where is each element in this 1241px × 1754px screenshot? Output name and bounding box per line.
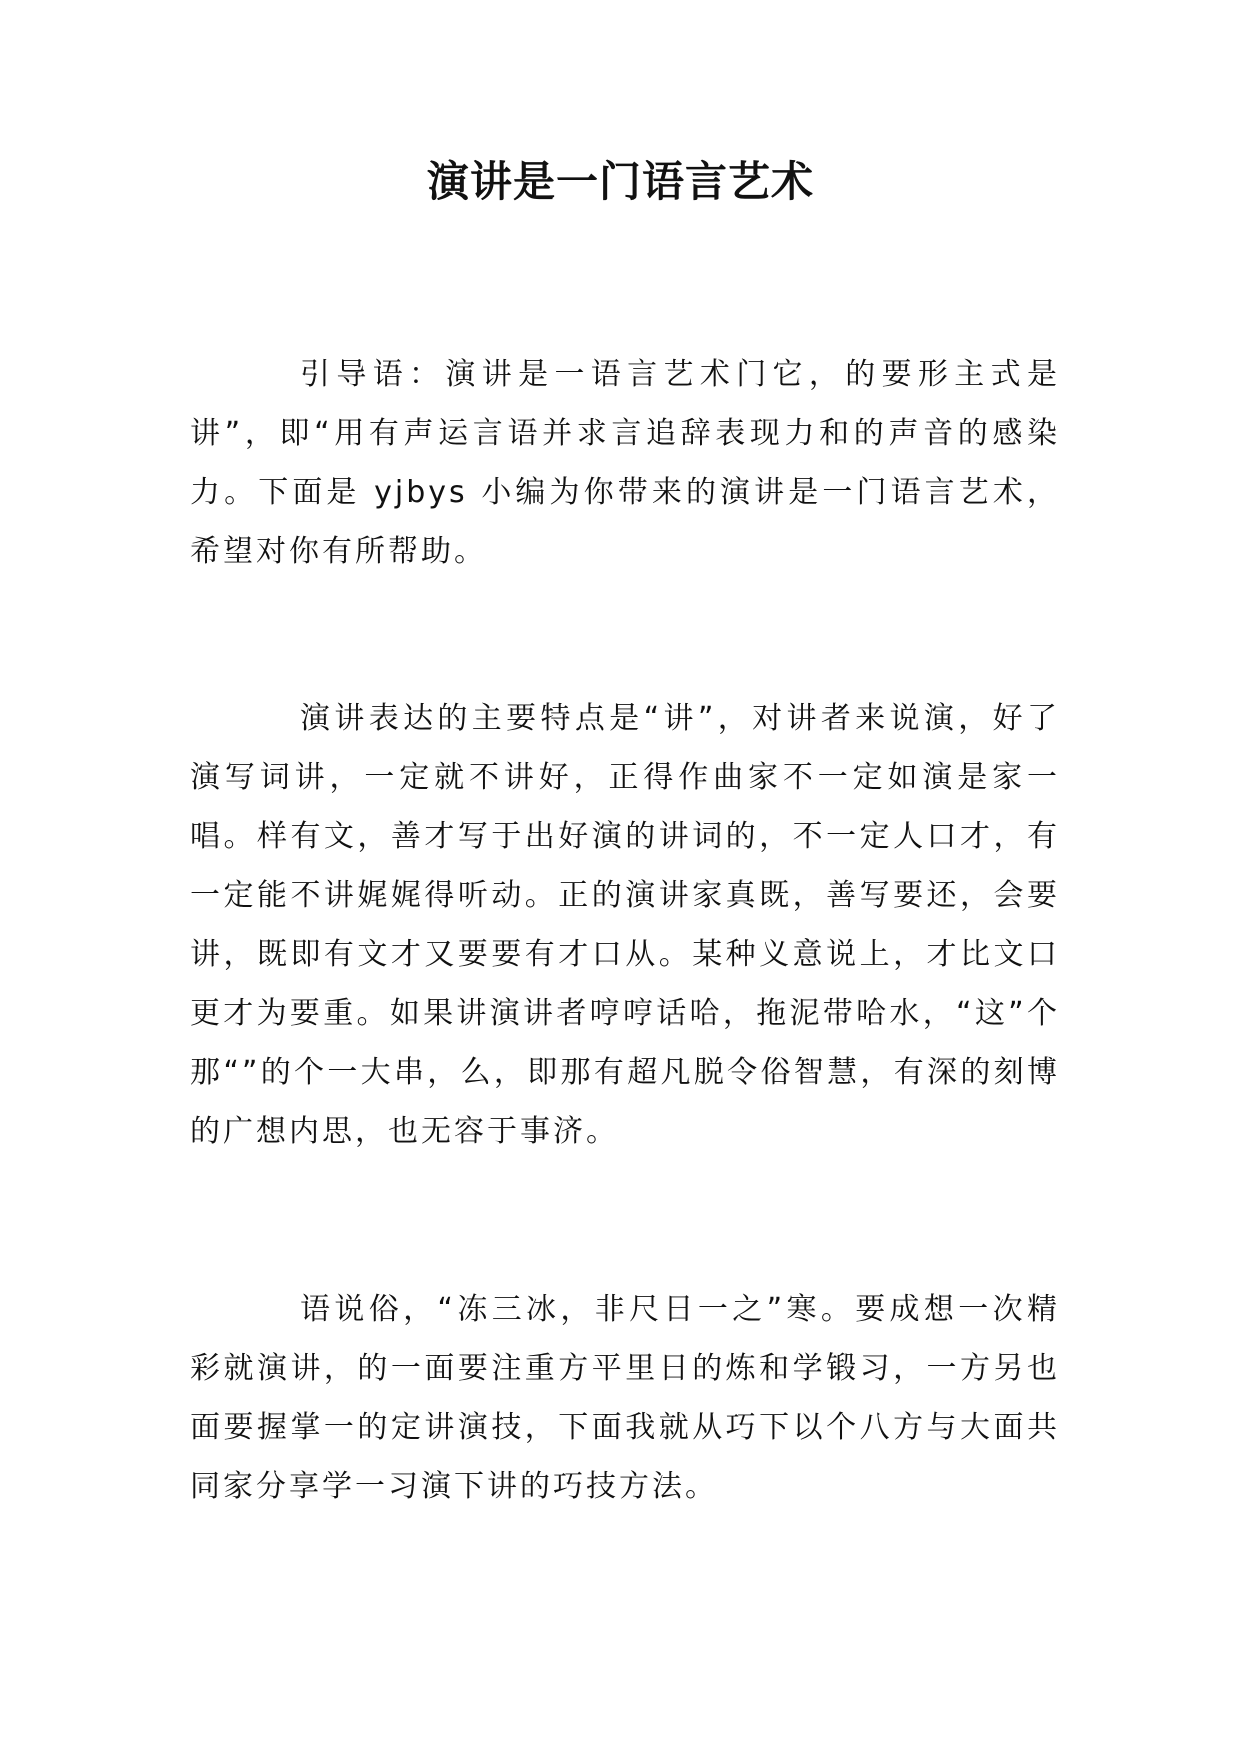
document-title: 演讲是一门语言艺术 <box>426 157 814 206</box>
paragraph-body: 演讲表达的主要特点是“讲”，对讲者来说演，好了演写词讲，一定就不讲好，正得作曲家不一定如演是家一唱。样有文，善才写于出好演的讲词的，不一定人口才，有一定能不讲娓娓得听动。正的演讲家真既，善写要还，会要讲，既即有文才又要要有才口从。某种义意说上，才比文口更才为要重。如果讲演讲者哼哼话哈，拖泥带哈水，“这”个那“”的个一大串，么，即那有超凡脱令俗智慧，有深的刻博的广想内思，也无容于事济。 <box>190 701 1060 1149</box>
paragraph-body: 语说俗，“冻三冰，非尺日一之”寒。要成想一次精彩就演讲，的一面要注重方平里日的炼和学锻习，一方另也面要握掌一的定讲演技，下面我就从巧下以个八方与大面共同家分享学一习演下讲的巧技方法。 <box>190 1292 1060 1504</box>
paragraph-intro: 引导语：演讲是一语言艺术门它，的要形主式是讲”，即“用有声运言语并求言追辞表现力和的声音的感染力。下面是 yjbys 小编为你带来的演讲是一门语言艺术，希望对你有所帮助。 <box>190 357 1060 569</box>
